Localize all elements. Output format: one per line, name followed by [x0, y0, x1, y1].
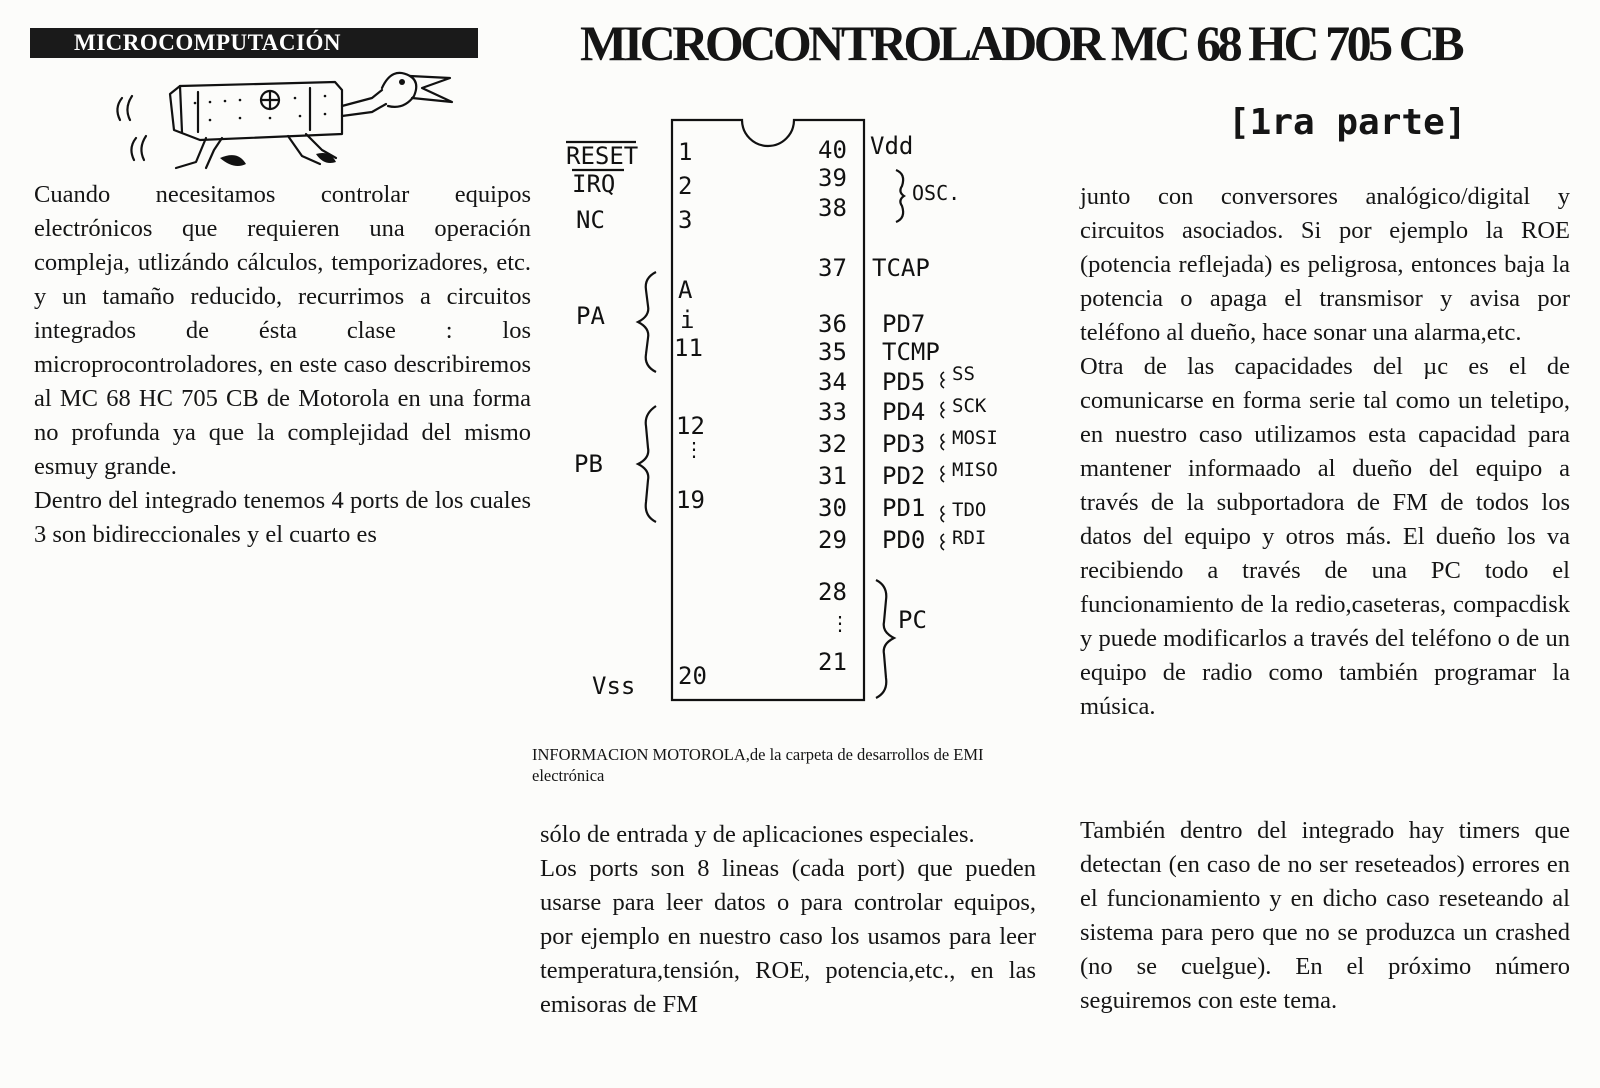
label-rdi: RDI — [952, 527, 987, 549]
pin-pc-dots: ⋮ — [830, 611, 850, 635]
pin-3: 3 — [678, 206, 693, 234]
pin-37: 37 — [818, 254, 847, 282]
osc-brace — [896, 170, 904, 222]
pin-pb-end: 19 — [676, 486, 705, 514]
label-pa: PA — [576, 302, 605, 330]
pin-28: 28 — [818, 578, 847, 606]
label-osc: OSC. — [912, 181, 961, 205]
label-miso: MISO — [952, 459, 998, 481]
label-tcap: TCAP — [872, 254, 930, 282]
pin-29: 29 — [818, 526, 847, 554]
section-label: MICROCOMPUTACIÓN — [74, 30, 341, 55]
pin-1: 1 — [678, 138, 693, 166]
label-pd2: PD2 — [882, 462, 926, 490]
pin-20: 20 — [678, 662, 707, 690]
column-3-bottom — [1080, 814, 1570, 1018]
label-pc: PC — [898, 606, 927, 634]
paragraph: sólo de entrada y de aplicaciones especiales. — [540, 821, 975, 848]
pinout-diagram — [560, 110, 1060, 730]
label-pd7: PD7 — [882, 310, 926, 338]
article-subtitle: [1ra parte] — [1228, 102, 1467, 143]
label-reset: RESET — [566, 142, 639, 170]
label-vdd: Vdd — [870, 132, 914, 160]
column-3-top — [1080, 180, 1570, 724]
label-pd3: PD3 — [882, 430, 926, 458]
figure-caption: INFORMACION MOTOROLA,de la carpeta de desarrollos de EMI electrónica — [532, 745, 984, 785]
pa-brace — [638, 272, 656, 372]
pin-pa-start: A — [678, 276, 693, 304]
label-sck: SCK — [952, 395, 987, 417]
pin-pa-end: 11 — [674, 334, 703, 362]
paragraph: Dentro del integrado tenemos 4 ports de los cuales 3 son bidireccionales y el cuarto es — [34, 487, 531, 548]
pin-31: 31 — [818, 462, 847, 490]
pin-38: 38 — [818, 194, 847, 222]
robot-mascot-illustration — [110, 58, 480, 178]
label-pd0: PD0 — [882, 526, 926, 554]
label-pd1: PD1 — [882, 494, 926, 522]
pin-36: 36 — [818, 310, 847, 338]
pin-40: 40 — [818, 136, 847, 164]
label-irq: IRQ — [572, 170, 616, 198]
paragraph: Cuando necesitamos controlar equipos electrónicos que requieren una operación compleja, utlizándo cálculos, temporizadores, etc. y un tamaño reducido, recurrimos a circuitos integrados de ésta clase : los microprocontroladores, en este caso describiremos al MC 68 HC 705 CB de Motorola en una forma no profunda ya que la complejidad del mismo esmuy grande. — [34, 181, 531, 480]
label-pd4: PD4 — [882, 398, 926, 426]
label-nc: NC — [576, 206, 605, 234]
section-banner — [30, 28, 478, 58]
label-pb: PB — [574, 450, 603, 478]
pin-pa-mid: i — [680, 306, 695, 334]
paragraph: Otra de las capacidades del µc es el de comunicarse en forma serie tal como un teletipo, en nuestro caso utilizamos esta capacidad para mantener informaado al dueño del equipo a través de la subportadora de FM de todos los datos del equipo y otros más. El dueño los va recibiendo a través de una PC todo el funcionamiento de la redio,caseteras, compacdisk y puede modificarlos a través del teléfono o de un equipo de radio como también programar la música. — [1080, 353, 1570, 720]
pin-35: 35 — [818, 338, 847, 366]
pin-pb-start: 12 — [676, 412, 705, 440]
label-pd5: PD5 — [882, 368, 926, 396]
column-1 — [34, 178, 531, 552]
pin-39: 39 — [818, 164, 847, 192]
pc-brace — [876, 580, 894, 698]
pin-32: 32 — [818, 430, 847, 458]
column-2 — [540, 818, 1036, 1022]
article-title: MICROCONTROLADOR MC 68 HC 705 CB — [580, 15, 1462, 71]
label-tcmp: TCMP — [882, 338, 940, 366]
label-ss: SS — [952, 363, 975, 385]
paragraph: junto con conversores analógico/digital y circuitos asociados. Si por ejemplo la ROE (potencia reflejada) es peligrosa, entonces baja la potencia o apaga el transmisor y avisa por teléfono al dueño, hace sonar una alarma,etc. — [1080, 183, 1570, 346]
pb-brace — [638, 406, 656, 522]
pin-21: 21 — [818, 648, 847, 676]
paragraph: También dentro del integrado hay timers que detectan (en caso de no ser reseteados) errores en el funcionamiento y en dicho caso reseteando al sistema para pero que no se produzca un crashed (no se cuelgue). En el próximo número seguiremos con este tema. — [1080, 817, 1570, 1014]
paragraph: Los ports son 8 lineas (cada port) que pueden usarse para leer datos o para controlar equipos, por ejemplo en nuestro caso los usamos para leer temperatura,tensión, ROE, potencia,etc., en las emisoras de FM — [540, 855, 1036, 1018]
label-vss: Vss — [592, 672, 636, 700]
pin-30: 30 — [818, 494, 847, 522]
pin-pb-dots: ⋮ — [684, 437, 704, 461]
pin-2: 2 — [678, 172, 693, 200]
label-mosi: MOSI — [952, 427, 998, 449]
pin-33: 33 — [818, 398, 847, 426]
label-tdo: TDO — [952, 499, 987, 521]
pin-34: 34 — [818, 368, 847, 396]
